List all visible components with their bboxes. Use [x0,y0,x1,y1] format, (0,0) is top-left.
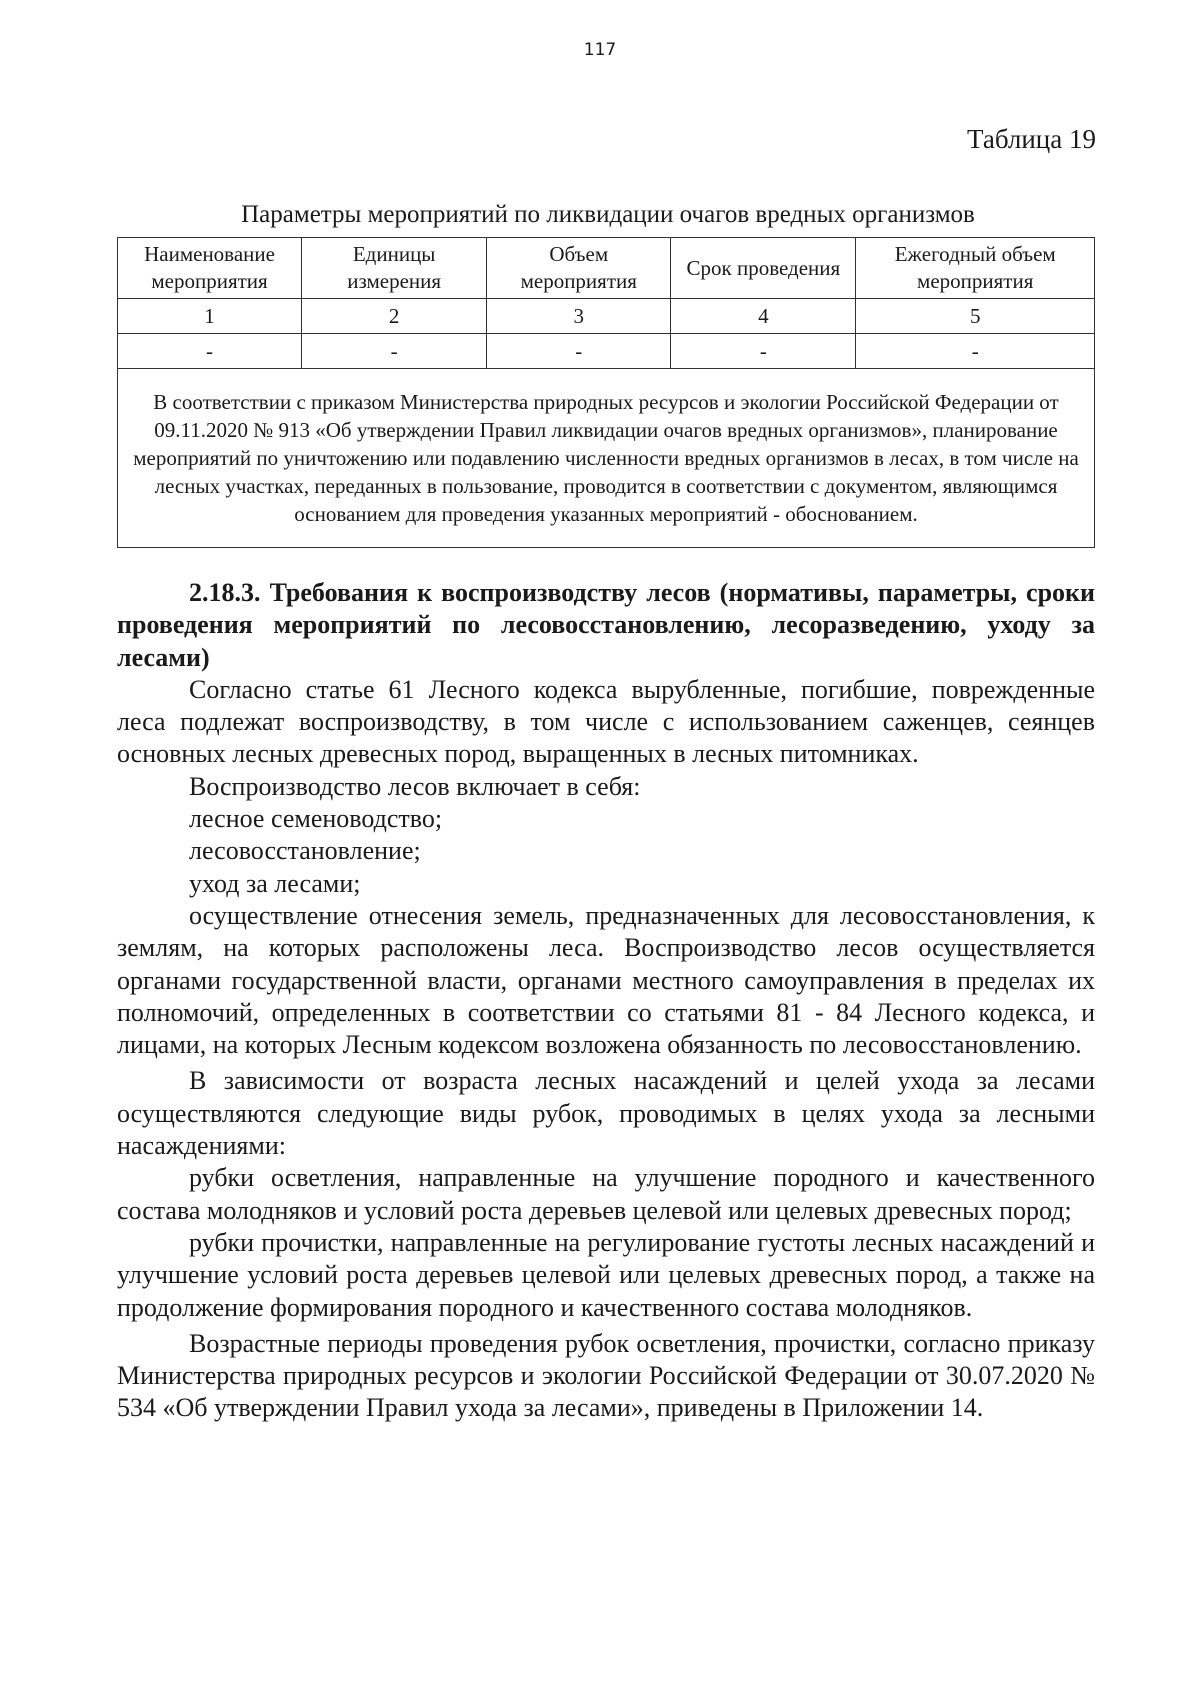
header-cell-volume: Объем мероприятия [487,238,671,299]
section-content [117,577,1095,1425]
page-number: 117 [583,40,617,60]
header-cell-annual-volume: Ежегодный объем мероприятия [856,238,1095,299]
table-cell: - [671,334,856,369]
column-number: 1 [118,299,302,334]
measures-table [117,237,1095,548]
table-cell: - [302,334,487,369]
list-item: лесное семеноводство; [189,804,443,834]
paragraph: рубки прочистки, направленные на регулирование густоты лесных насаждений и улучшение условий роста деревьев целевой или целевых древесных пород, а также на продолжение формирования породного и качественного состава молодняков. [117,1227,1095,1322]
column-number: 3 [487,299,671,334]
paragraph: В зависимости от возраста лесных насаждений и целей ухода за лесами осуществляются следующие виды рубок, проводимых в целях ухода за лесными насаждениями: [117,1066,1095,1161]
section-heading: 2.18.3. Требования к воспроизводству лесов (нормативы, параметры, сроки проведения мероприятий по лесовосстановлению, лесоразведению, уходу за лесами) [117,578,1095,672]
header-cell-term: Срок проведения [671,238,856,299]
list-item: уход за лесами; [189,868,361,898]
table-row [118,334,1095,369]
table-cell: - [856,334,1095,369]
table-cell: - [118,334,302,369]
paragraph: рубки осветления, направленные на улучшение породного и качественного состава молодняков и условий роста деревьев целевой или целевых древесных пород; [117,1163,1095,1225]
column-number: 4 [671,299,856,334]
paragraph: осуществление отнесения земель, предназначенных для лесовосстановления, к землям, на которых расположены леса. Воспроизводство лесов осуществляется органами государственной власти, органами местного самоуправления в пределах их полномочий, определенных в соответствии со статьями 81 - 84 Лесного кодекса, и лицами, на которых Лесным кодексом возложена обязанность по лесовосстановлению. [117,900,1095,1060]
paragraph: Возрастные периоды проведения рубок осветления, прочистки, согласно приказу Министерства природных ресурсов и экологии Российской Федерации от 30.07.2020 № 534 «Об утверждении Правил ухода за лесами», приведены в Приложении 14. [117,1328,1095,1423]
table-header-row [118,238,1095,299]
table-column-numbers-row [118,299,1095,334]
table-title: Параметры мероприятий по ликвидации очагов вредных организмов [241,201,975,228]
table-note-row [118,369,1095,548]
table-label: Таблица 19 [967,124,1096,154]
table-cell: - [487,334,671,369]
paragraph: Согласно статье 61 Лесного кодекса вырубленные, погибшие, поврежденные леса подлежат воспроизводству, в том числе с использованием саженцев, сеянцев основных лесных древесных пород, выращенных в лесных питомниках. [117,674,1095,769]
column-number: 5 [856,299,1095,334]
header-cell-units: Единицы измерения [302,238,487,299]
table-note: В соответствии с приказом Министерства природных ресурсов и экологии Российской Федерации от 09.11.2020 № 913 «Об утверждении Правил ликвидации очагов вредных организмов», планирование мероприятий по уничтожению или подавлению численности вредных организмов в лесах, в том числе на лесных участках, переданных в пользование, проводится в соответствии с документом, являющимся основанием для проведения указанных мероприятий - обоснованием. [118,369,1095,548]
header-cell-name: Наименование мероприятия [118,238,302,299]
paragraph: Воспроизводство лесов включает в себя: [189,771,641,801]
list-item: лесовосстановление; [189,836,421,866]
column-number: 2 [302,299,487,334]
